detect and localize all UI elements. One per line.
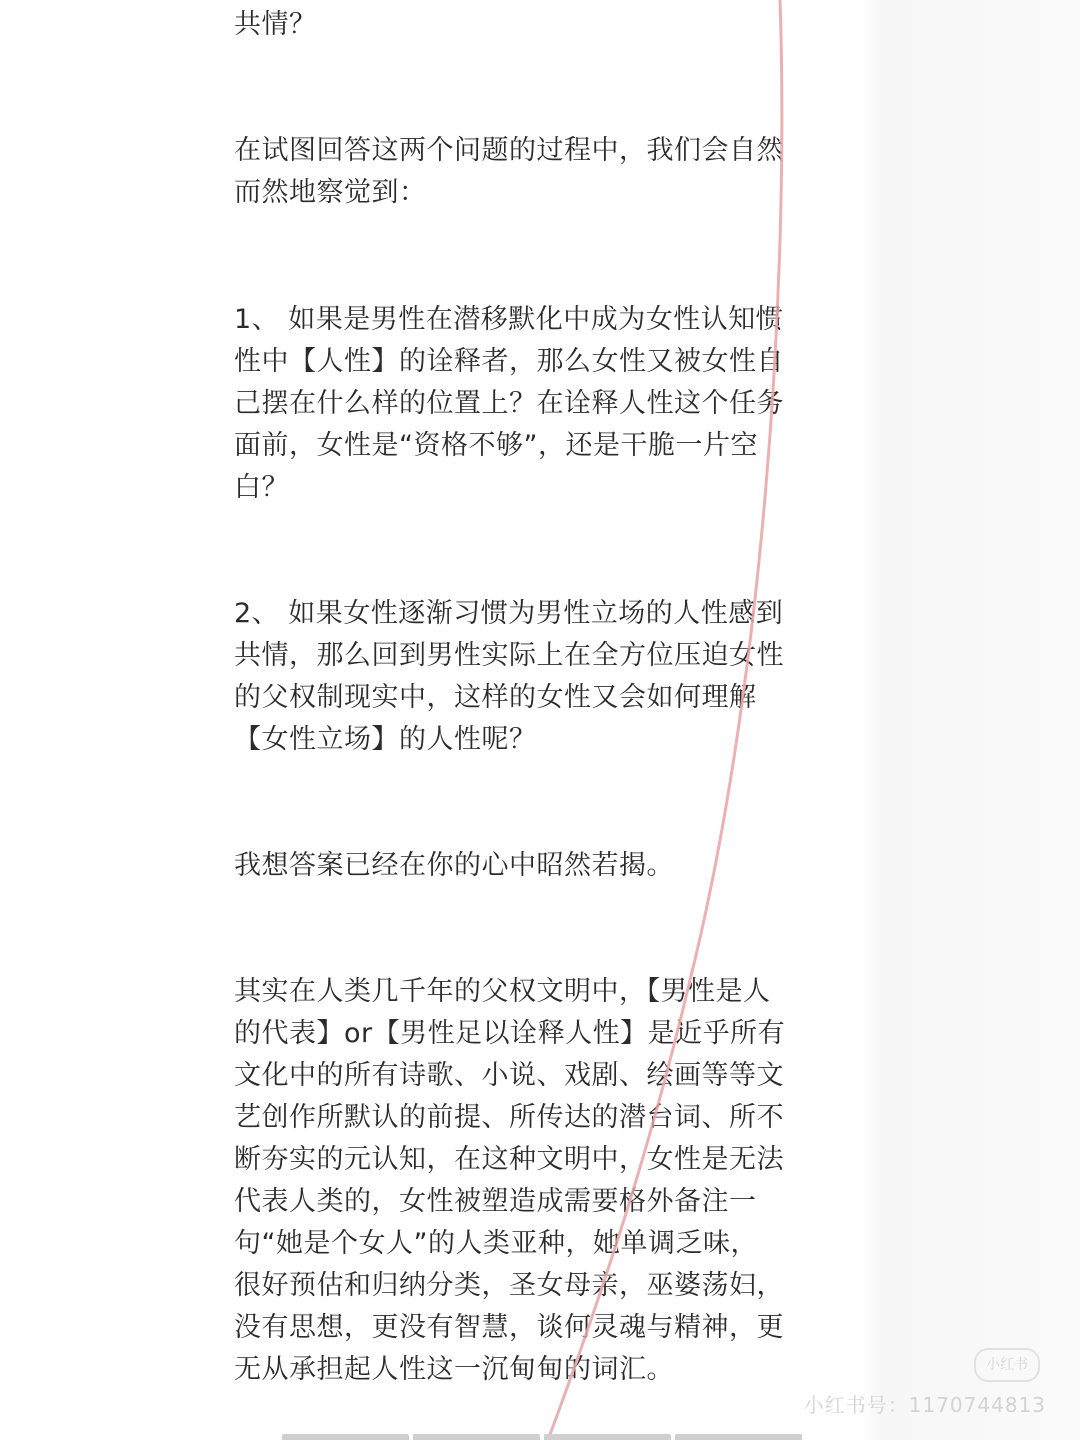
paragraph-conclusion: 其实在人类几千年的父权文明中，【男性是人 的代表】or【男性足以诠释人性】是近乎所有 文化中的所有诗歌、小说、戏剧、绘画等等文 艺创作所默认的前提、所传达的潜台词、所不 断夯实的元认知，在这种文明中，女性是无法 代表人类的，女性被塑造成需要格外备注一 句“她是个女人”的人类亚种，她单调乏味， 很好预估和归纳分类，圣女母亲，巫婆荡妇， 没有思想，更没有智慧，谈何灵魂与精神，更 无从承担起人性这一沉甸甸的词汇。 — [234, 976, 786, 1385]
paragraph-question-1: 1、 如果是男性在潜移默化中成为女性认知惯 性中【人性】的诠释者，那么女性又被女性自 己摆在什么样的位置上？在诠释人性这个任务 面前，女性是“资格不够”，还是干脆一片空 白？ — [234, 304, 784, 503]
paragraph-answer: 我想答案已经在你的心中昭然若揭。 — [234, 850, 674, 881]
page-indicator-segment — [675, 1434, 802, 1440]
page-indicator-segment — [413, 1434, 540, 1440]
page-indicator-bar — [282, 1434, 802, 1440]
paragraph-fragment: 共情？ — [234, 9, 317, 40]
paragraph-intro: 在试图回答这两个问题的过程中，我们会自然 而然地察觉到： — [234, 135, 784, 208]
page-indicator-segment — [544, 1434, 671, 1440]
paragraph-question-2: 2、 如果女性逐渐习惯为男性立场的人性感到 共情，那么回到男性实际上在全方位压迫女性 的父权制现实中，这样的女性又会如何理解 【女性立场】的人性呢？ — [234, 598, 784, 755]
xiaohongshu-logo-watermark: 小红书 — [974, 1348, 1040, 1382]
xiaohongshu-id-watermark: 小红书号：1170744813 — [803, 1393, 1046, 1417]
page-indicator-segment — [282, 1434, 409, 1440]
